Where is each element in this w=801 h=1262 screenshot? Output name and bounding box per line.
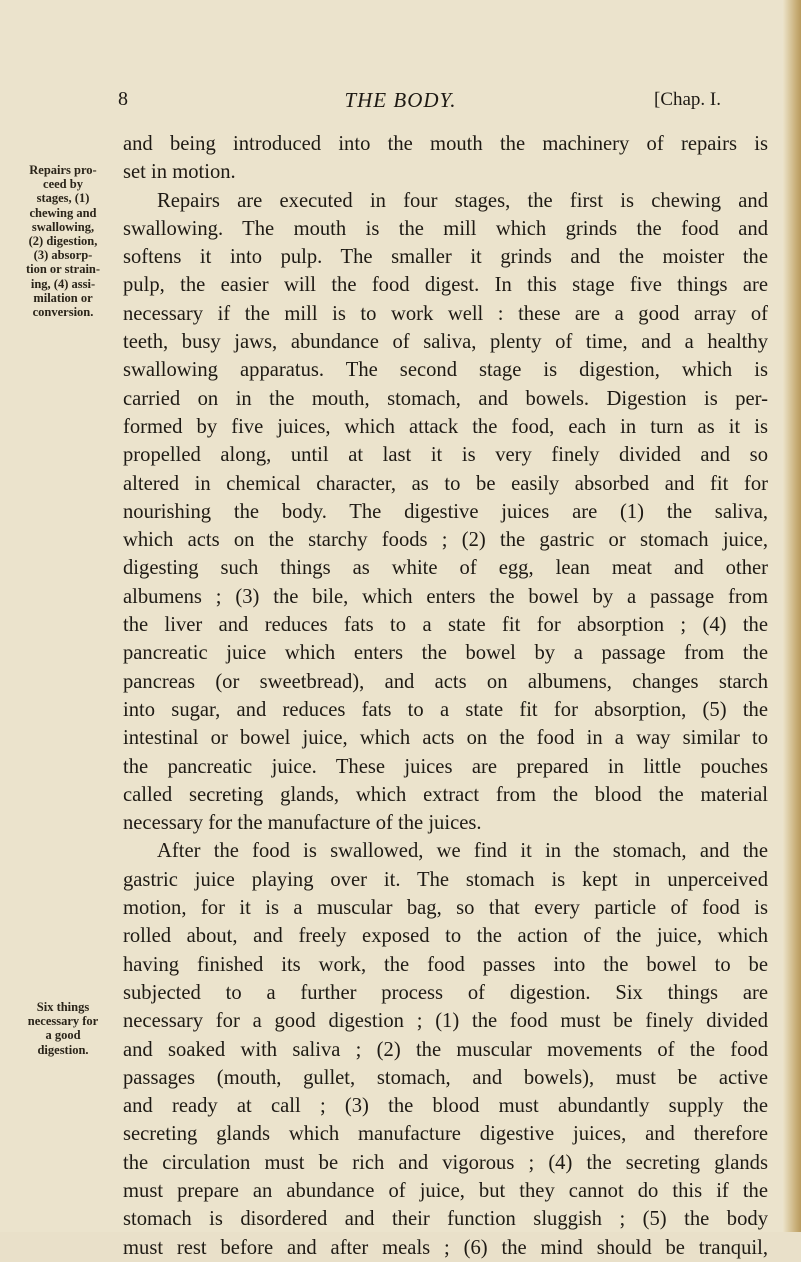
- text-line: formed by five juices, which attack the food, each in turn as it is: [123, 415, 768, 438]
- text-line: digesting such things as white of egg, lean meat and other: [123, 557, 768, 580]
- text-line: carried on in the mouth, stomach, and bowels. Digestion is per-: [123, 387, 768, 410]
- margin-note-line: (3) absorp-: [33, 248, 93, 263]
- text-line: pancreatic juice which enters the bowel by a passage from the: [123, 642, 768, 665]
- text-line: necessary for a good digestion ; (1) the food must be finely divided: [123, 1010, 768, 1033]
- text-line: and soaked with saliva ; (2) the muscular movements of the food: [123, 1038, 768, 1061]
- margin-note-line: ing, (4) assi-: [30, 276, 96, 291]
- text-line: motion, for it is a muscular bag, so that every particle of food is: [123, 897, 768, 920]
- text-line: altered in chemical character, as to be easily absorbed and fit for: [123, 472, 768, 495]
- margin-note-line: tion or strain-: [25, 262, 101, 277]
- margin-note-line: conversion.: [32, 304, 94, 319]
- margin-note-line: milation or: [33, 290, 93, 305]
- text-line: softens it into pulp. The smaller it grinds and the moister the: [123, 246, 768, 269]
- text-line: set in motion.: [123, 161, 236, 184]
- margin-note-six-things: [4, 1000, 122, 1057]
- text-line: and being introduced into the mouth the machinery of repairs is: [123, 133, 768, 155]
- text-line: must rest before and after meals ; (6) the mind should be tranquil,: [123, 1236, 768, 1259]
- text-line: intestinal or bowel juice, which acts on the food in a way similar to: [123, 727, 768, 750]
- text-line: Repairs are executed in four stages, the first is chewing and: [157, 189, 768, 212]
- chapter-label: [Chap. I.: [654, 89, 722, 110]
- margin-note-line: chewing and: [29, 205, 97, 220]
- margin-note-line: ceed by: [43, 177, 83, 192]
- text-line: secreting glands which manufacture digestive juices, and therefore: [123, 1123, 768, 1146]
- text-line: swallowing apparatus. The second stage is digestion, which is: [123, 359, 768, 382]
- text-line: stomach is disordered and their function sluggish ; (5) the body: [123, 1208, 768, 1231]
- text-line: albumens ; (3) the bile, which enters the bowel by a passage from: [123, 585, 768, 608]
- margin-note-line: Repairs pro-: [29, 163, 97, 177]
- margin-note-line: (2) digestion,: [28, 233, 98, 248]
- text-line: passages (mouth, gullet, stomach, and bowels), must be active: [123, 1066, 768, 1089]
- margin-note-line: necessary for: [27, 1014, 99, 1029]
- page-edge: [783, 0, 801, 1232]
- body-text: [123, 130, 768, 1262]
- text-line: propelled along, until at last it is very finely divided and so: [123, 444, 768, 467]
- text-line: necessary if the mill is to work well : these are a good array of: [123, 302, 768, 325]
- text-line: After the food is swallowed, we find it in the stomach, and the: [157, 840, 768, 863]
- text-line: having finished its work, the food passes into the bowel to be: [123, 953, 768, 976]
- margin-note-line: digestion.: [37, 1042, 89, 1057]
- margin-note-line: Six things: [36, 1000, 90, 1014]
- text-line: the liver and reduces fats to a state fit for absorption ; (4) the: [123, 614, 768, 637]
- text-line: teeth, busy jaws, abundance of saliva, plenty of time, and a healthy: [123, 331, 768, 354]
- text-line: pancreas (or sweetbread), and acts on albumens, changes starch: [123, 670, 768, 693]
- text-line: the circulation must be rich and vigorous ; (4) the secreting glands: [123, 1151, 768, 1174]
- text-line: pulp, the easier will the food digest. In this stage five things are: [123, 274, 768, 297]
- margin-note-line: stages, (1): [36, 191, 90, 206]
- text-line: subjected to a further process of digestion. Six things are: [123, 981, 768, 1004]
- text-line: gastric juice playing over it. The stomach is kept in unperceived: [123, 868, 768, 891]
- margin-note-repairs: [4, 163, 122, 319]
- margin-note-line: a good: [45, 1028, 81, 1043]
- text-line: which acts on the starchy foods ; (2) the gastric or stomach juice,: [123, 529, 768, 552]
- text-line: into sugar, and reduces fats to a state fit for absorption, (5) the: [123, 698, 768, 721]
- running-title: THE BODY.: [344, 88, 457, 112]
- text-line: rolled about, and freely exposed to the action of the juice, which: [123, 925, 768, 948]
- margin-note-line: swallowing,: [31, 219, 95, 234]
- text-line: and ready at call ; (3) the blood must abundantly supply the: [123, 1095, 768, 1118]
- text-line: necessary for the manufacture of the juices.: [123, 812, 482, 835]
- text-line: called secreting glands, which extract from the blood the material: [123, 783, 768, 806]
- text-line: swallowing. The mouth is the mill which grinds the food and: [123, 217, 768, 240]
- text-line: the pancreatic juice. These juices are prepared in little pouches: [123, 755, 768, 778]
- text-line: must prepare an abundance of juice, but they cannot do this if the: [123, 1179, 768, 1202]
- page-header: [0, 88, 801, 118]
- page-number: 8: [118, 88, 128, 110]
- text-line: nourishing the body. The digestive juices are (1) the saliva,: [123, 500, 768, 523]
